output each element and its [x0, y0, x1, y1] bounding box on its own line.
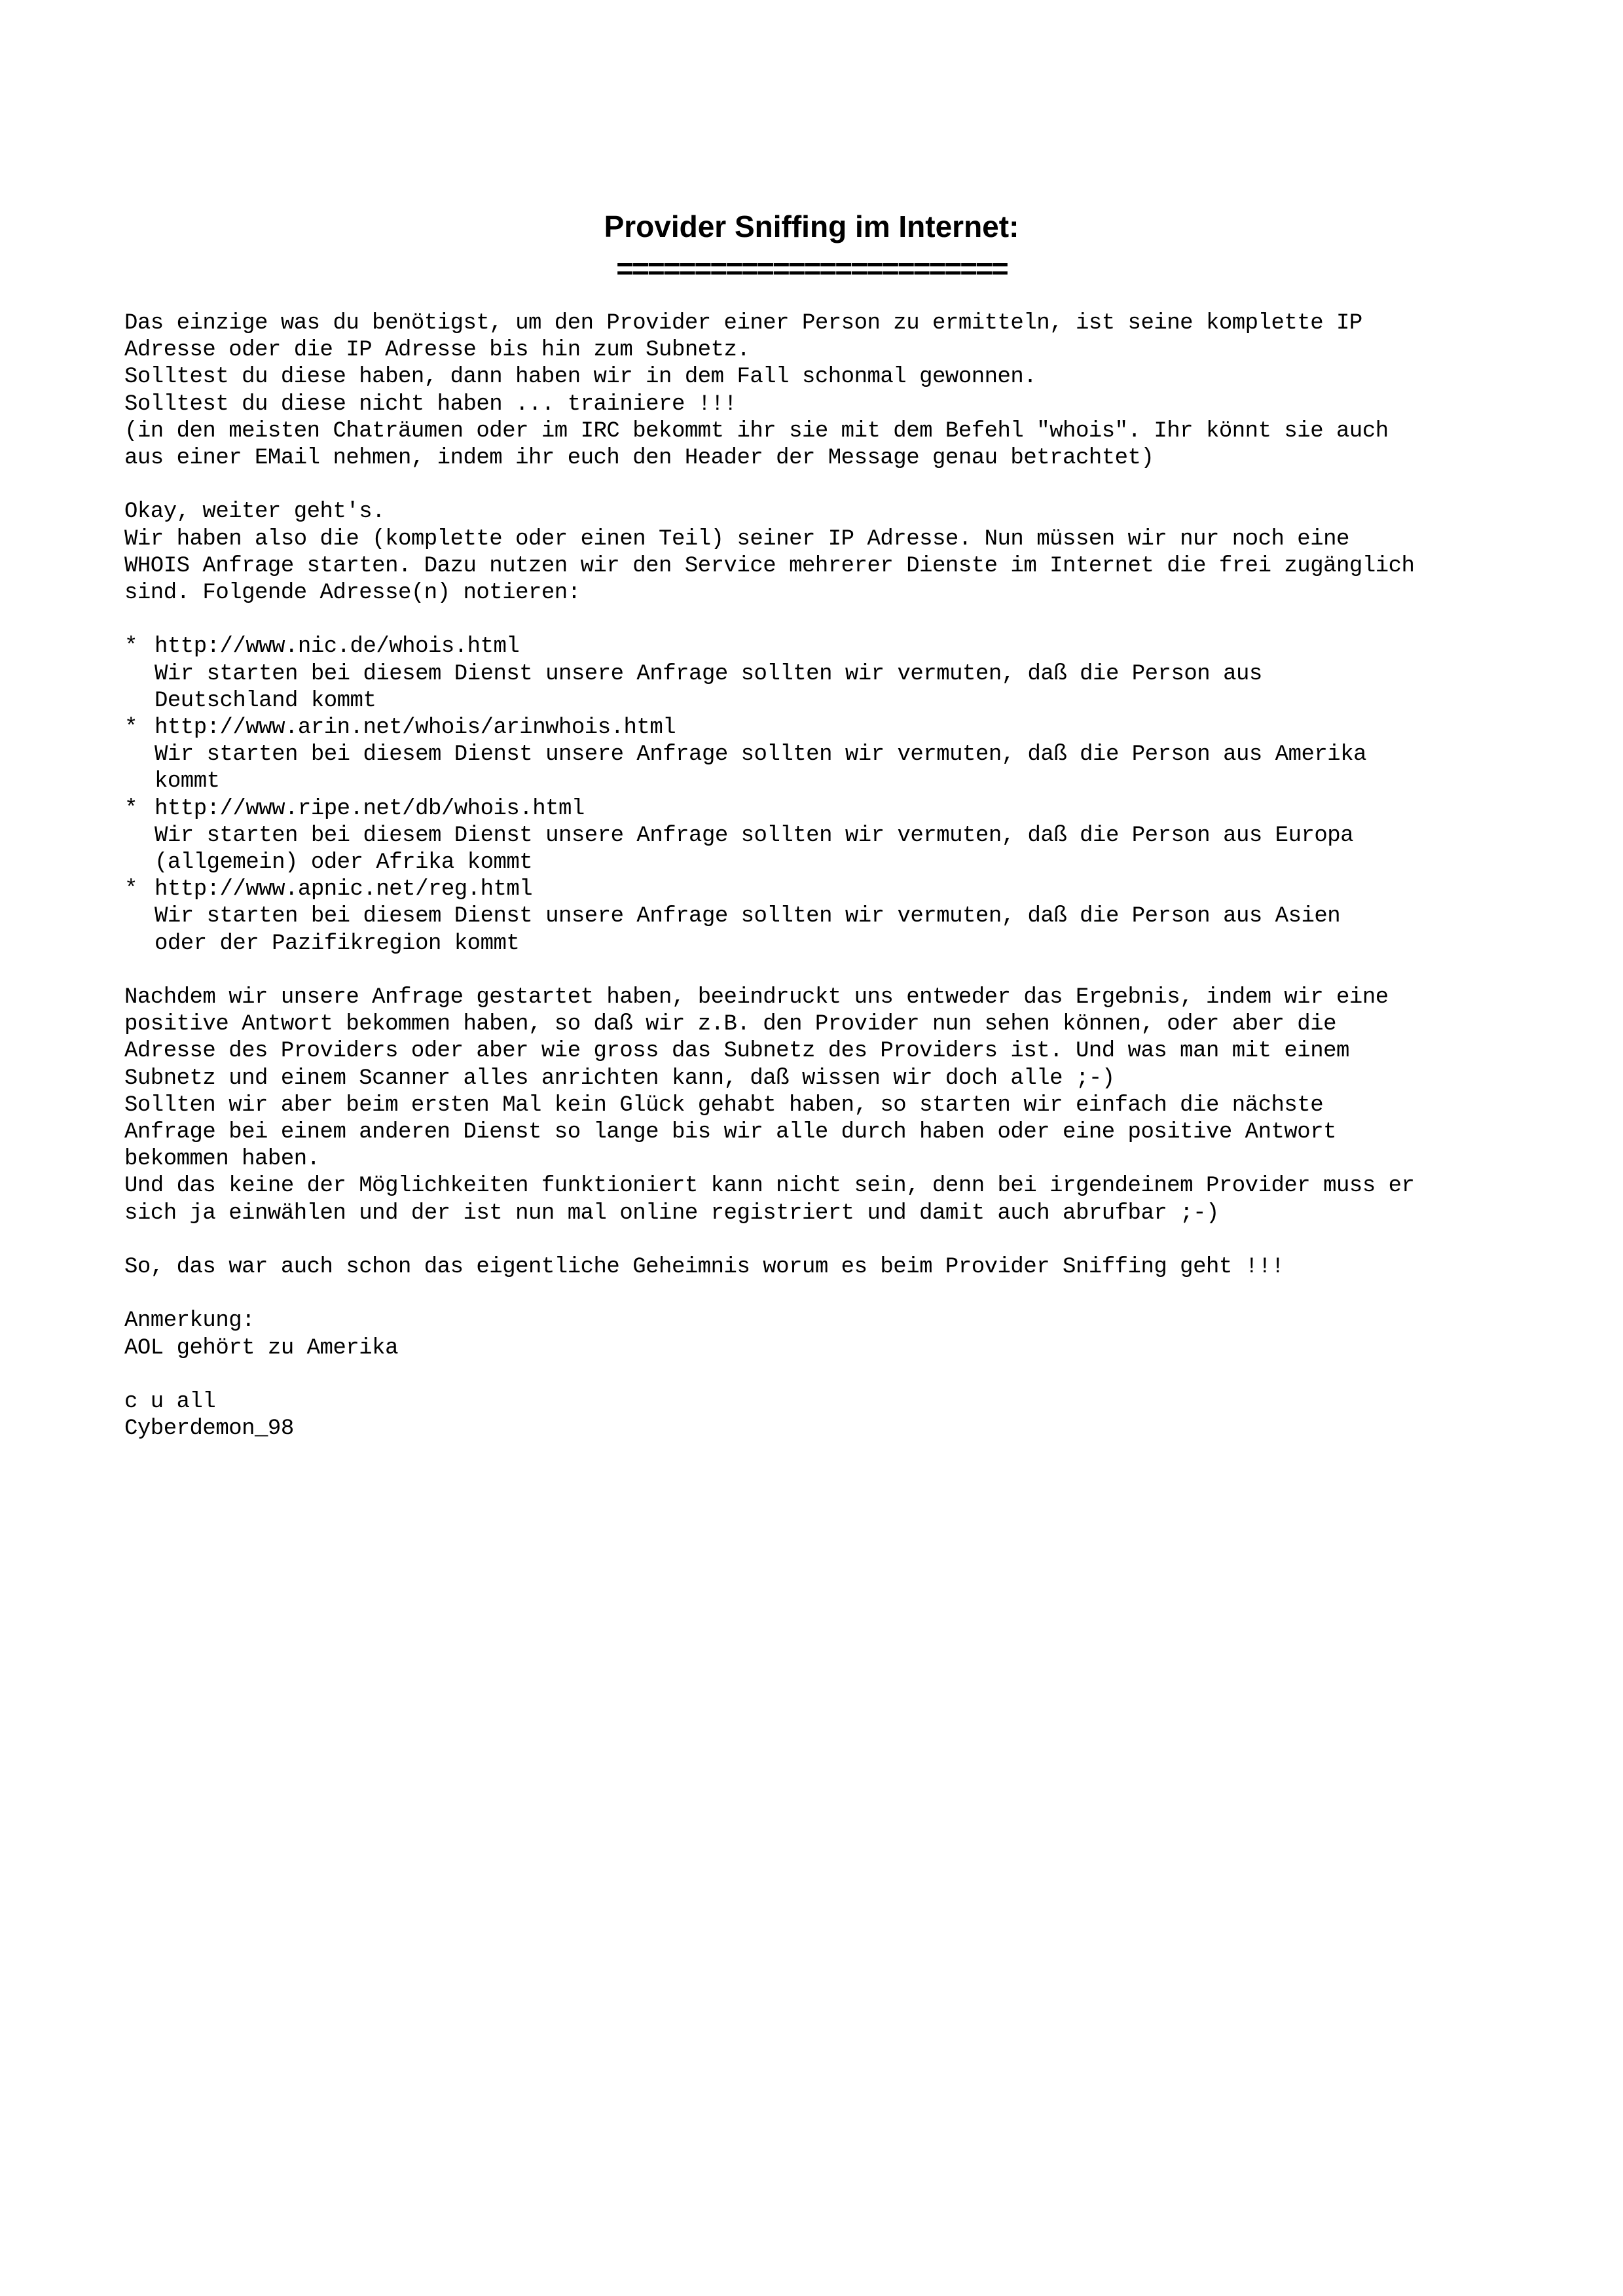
service-description-line: Deutschland kommt [155, 688, 376, 713]
bullet-marker: * [124, 877, 137, 903]
bullet-marker: * [124, 796, 137, 821]
text-line: (in den meisten Chaträumen oder im IRC bekommt ihr sie mit dem Befehl "whois". Ihr könnt sie auch [124, 418, 1389, 444]
text-line: WHOIS Anfrage starten. Dazu nutzen wir den Service mehrerer Dienste im Internet die frei zugänglich [124, 553, 1415, 579]
bullet-marker: * [124, 715, 137, 741]
note-text: AOL gehört zu Amerika [124, 1335, 398, 1361]
service-url-line [124, 876, 1591, 903]
service-url-line [124, 715, 1591, 742]
intro-paragraph [124, 310, 1591, 472]
secret-paragraph [124, 1254, 1591, 1281]
list-item [124, 796, 1591, 877]
service-url-nic: http://www.nic.de/whois.html [155, 634, 520, 660]
text-line: Und das keine der Möglichkeiten funktioniert kann nicht sein, denn bei irgendeinem Provider muss er [124, 1174, 1415, 1199]
service-description-line: Wir starten bei diesem Dienst unsere Anfrage sollten wir vermuten, daß die Person aus Europa [155, 823, 1354, 848]
title-underline: ========================= [616, 251, 1007, 285]
service-url-apnic: http://www.apnic.net/reg.html [155, 877, 533, 903]
text-line: bekommen haben. [124, 1147, 320, 1172]
list-item [124, 634, 1591, 715]
service-url-ripe: http://www.ripe.net/db/whois.html [155, 796, 585, 821]
text-line: sich ja einwählen und der ist nun mal online registriert und damit auch abrufbar ;-) [124, 1200, 1219, 1226]
service-url-line [124, 796, 1591, 823]
text-line: Adresse des Providers oder aber wie gross das Subnetz des Providers ist. Und was man mit einem [124, 1039, 1349, 1064]
text-line: aus einer EMail nehmen, indem ihr euch den Header der Message genau betrachtet) [124, 446, 1154, 471]
author-name: Cyberdemon_98 [124, 1416, 294, 1442]
service-description-line: oder der Pazifikregion kommt [155, 931, 520, 956]
bullet-marker: * [124, 634, 137, 660]
document-title: Provider Sniffing im Internet: [604, 209, 1019, 243]
service-url-arin: http://www.arin.net/whois/arinwhois.html [155, 715, 676, 741]
service-url-line [124, 634, 1591, 660]
whois-service-list [124, 634, 1591, 957]
text-line: Das einzige was du benötigst, um den Provider einer Person zu ermitteln, ist seine komplette IP [124, 311, 1362, 336]
service-description-line: kommt [155, 769, 220, 795]
text-line: Okay, weiter geht's. [124, 499, 386, 525]
text-line: Adresse oder die IP Adresse bis hin zum Subnetz. [124, 338, 750, 363]
text-line: Anfrage bei einem anderen Dienst so lange bis wir alle durch haben oder eine positive Antwort [124, 1120, 1337, 1145]
text-line: Solltest du diese haben, dann haben wir in dem Fall schonmal gewonnen. [124, 365, 1037, 390]
text-line: positive Antwort bekommen haben, so daß wir z.B. den Provider nun sehen können, oder aber die [124, 1012, 1337, 1037]
text-line: Solltest du diese nicht haben ... trainiere !!! [124, 391, 737, 417]
note-paragraph [124, 1308, 1591, 1361]
result-paragraph [124, 984, 1591, 1227]
signoff-greeting: c u all [124, 1390, 216, 1415]
text-line: So, das war auch schon das eigentliche Geheimnis worum es beim Provider Sniffing geht !!! [124, 1255, 1285, 1280]
signoff [124, 1389, 1591, 1443]
list-item [124, 715, 1591, 796]
document-body [124, 310, 1591, 1470]
note-heading: Anmerkung: [124, 1308, 255, 1334]
okay-paragraph [124, 499, 1591, 607]
text-line: sind. Folgende Adresse(n) notieren: [124, 581, 581, 606]
text-line: Sollten wir aber beim ersten Mal kein Glück gehabt haben, so starten wir einfach die nächste [124, 1092, 1324, 1118]
service-description-line: (allgemein) oder Afrika kommt [155, 850, 533, 876]
service-description-line: Wir starten bei diesem Dienst unsere Anfrage sollten wir vermuten, daß die Person aus Amerika [155, 742, 1367, 768]
list-item [124, 876, 1591, 958]
text-line: Nachdem wir unsere Anfrage gestartet haben, beeindruckt uns entweder das Ergebnis, indem wir eine [124, 985, 1389, 1011]
service-description-line: Wir starten bei diesem Dienst unsere Anfrage sollten wir vermuten, daß die Person aus Asien [155, 904, 1341, 929]
service-description-line: Wir starten bei diesem Dienst unsere Anfrage sollten wir vermuten, daß die Person aus [155, 661, 1262, 687]
text-line: Wir haben also die (komplette oder einen Teil) seiner IP Adresse. Nun müssen wir nur noch eine [124, 526, 1349, 552]
text-line: Subnetz und einem Scanner alles anrichten kann, daß wissen wir doch alle ;-) [124, 1066, 1115, 1091]
